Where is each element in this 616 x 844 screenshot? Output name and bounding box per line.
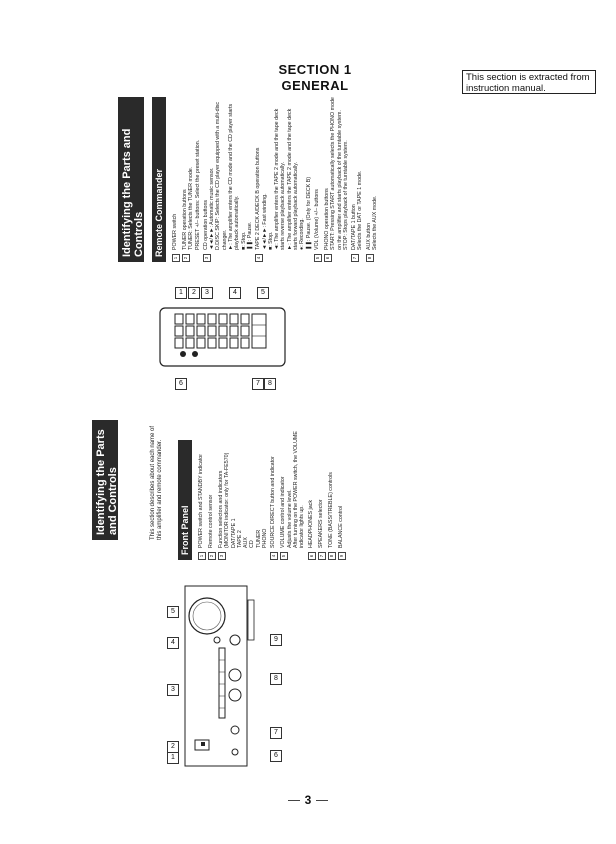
item-number: 5	[280, 552, 288, 560]
item-number: 3	[218, 552, 226, 560]
remote-callout-1: 1	[175, 287, 187, 299]
item-text: TAPE 2 DECK A/DECK B operation buttons ◄◄/►►: Fast winding. ■: Stop. ◄: The amplifier enters the TAPE 2 mode and the tape deck starts reverse playback automatically. ►: The amplifier enters the TAPE 2 mode and the tape deck starts forward playback automatically. ●: Recording. ❚❚: Pause. (Only for DECK B)	[255, 108, 312, 250]
item-text: POWER switch and STANDBY indicator	[198, 453, 204, 548]
item-text: VOL (Volume) +/– buttons	[313, 189, 320, 250]
item-text: CD operation buttons ◄◄/►►: Automatic music sensor. D.DISC SKIP: Selects the CD player equipped with a multi-disc changer. ►: The amplifier enters the CD mode and the CD player starts playback automatically. ■: Stop. ❚❚: Pause.	[202, 101, 253, 250]
list-item	[324, 97, 349, 262]
amp-callout-2: 2	[167, 741, 179, 753]
section-title: GENERAL	[281, 78, 349, 93]
remote-callout-8: 8	[264, 378, 276, 390]
item-number: 1	[198, 552, 206, 560]
list-item	[203, 97, 253, 262]
item-text: TUNER operation buttons TUNER: Selects the TUNER mode. PRESET +/– buttons: Select the preset station.	[182, 139, 201, 250]
list-item	[198, 410, 206, 560]
amp-callout-9: 9	[270, 634, 282, 646]
amp-callout-1: 1	[167, 752, 179, 764]
remote-subheading-block	[152, 97, 166, 262]
extract-note: This section is extracted from instruction manual.	[462, 70, 596, 94]
remote-callout-2: 2	[188, 287, 200, 299]
item-number: 8	[328, 552, 336, 560]
remote-callout-3: 3	[201, 287, 213, 299]
item-number: 7	[351, 254, 359, 262]
front-heading: Identifying the Parts and Controls	[92, 420, 118, 540]
headphones-jack	[232, 749, 238, 755]
item-number: 4	[270, 552, 278, 560]
volume-knob	[189, 598, 225, 634]
front-panel-heading-block	[92, 420, 118, 540]
standby-indicator	[201, 742, 205, 746]
item-text: HEADPHONES jack	[307, 500, 314, 548]
item-number: 6	[308, 552, 316, 560]
balance-knob	[230, 635, 240, 645]
remote-callout-6: 6	[175, 378, 187, 390]
item-number: 1	[172, 254, 180, 262]
amplifier-side	[248, 600, 254, 640]
remote-callout-7: 7	[252, 378, 264, 390]
list-item	[208, 410, 216, 560]
item-number: 9	[338, 552, 346, 560]
list-item	[255, 97, 312, 262]
amp-callout-8: 8	[270, 673, 282, 685]
list-item	[366, 97, 379, 262]
item-text: BALANCE control	[337, 505, 344, 548]
amp-callout-7: 7	[270, 727, 282, 739]
list-item	[338, 410, 346, 560]
item-number: 2	[182, 254, 190, 262]
list-item	[172, 97, 180, 262]
item-number: 7	[318, 552, 326, 560]
list-item	[218, 410, 268, 560]
amp-callout-6: 6	[270, 750, 282, 762]
item-text: AUX button Selects the AUX mode.	[365, 195, 379, 250]
amp-callout-4: 4	[167, 637, 179, 649]
item-number: 6	[324, 254, 332, 262]
list-item	[318, 410, 326, 560]
item-text: Function selectors and indicators (MONITOR indicator: only for TA-FE570) DAT/TAPE 1 TAPE 2 AUX CD TUNER PHONO	[218, 452, 269, 548]
tone-knob-bass	[229, 689, 241, 701]
item-text: DAT/TAPE 1 button Selects the DAT or TAPE 1 mode.	[351, 170, 364, 250]
item-text: PHONO operation buttons START: Pressing START automatically selects the PHONO mode on the amplifier and starts playback of the turntable system. STOP: Stops playback of the turntable system.	[323, 97, 349, 250]
remote-list	[172, 97, 380, 262]
section-number: SECTION 1	[278, 62, 352, 77]
remote-subheading: Remote Commander	[152, 97, 166, 262]
amp-callout-5: 5	[167, 606, 179, 618]
list-item	[270, 410, 278, 560]
list-item	[351, 97, 364, 262]
section-header	[250, 62, 380, 94]
page-number: 3	[280, 793, 336, 807]
remote-heading: Identifying the Parts and Controls	[118, 97, 144, 262]
remote-heading-block	[118, 97, 144, 262]
item-number: 3	[203, 254, 211, 262]
item-number: 8	[366, 254, 374, 262]
list-item	[328, 410, 336, 560]
item-text: POWER switch	[172, 213, 178, 250]
remote-commander-illustration	[155, 300, 295, 380]
item-text: SPEAKERS selector	[317, 499, 324, 548]
remote-callout-4: 4	[229, 287, 241, 299]
function-selector-strip	[219, 648, 225, 718]
front-subheading-block	[178, 440, 192, 560]
item-text: VOLUME control and indicator Adjusts the volume level. After turning on the POWER switch, the VOLUME indicator lights up.	[280, 431, 306, 548]
tone-knob-treble	[229, 669, 241, 681]
front-subheading: Front Panel	[178, 440, 192, 560]
item-text: TONE (BASS/TREBLE) controls	[327, 472, 334, 548]
front-intro-block	[150, 425, 164, 540]
direct-indicator	[214, 637, 220, 643]
item-number: 2	[208, 552, 216, 560]
item-text: SOURCE DIRECT button and indicator	[270, 456, 277, 548]
front-intro: This section describes about each name of this amplifier and remote commander.	[150, 425, 163, 540]
list-item	[280, 410, 305, 560]
list-item	[308, 410, 316, 560]
remote-callout-5: 5	[257, 287, 269, 299]
amp-callout-3: 3	[167, 684, 179, 696]
speakers-selector	[231, 726, 239, 734]
item-number: 5	[314, 254, 322, 262]
list-item	[314, 97, 322, 262]
list-item	[182, 97, 201, 262]
item-number: 4	[255, 254, 263, 262]
front-panel-list	[198, 410, 348, 560]
item-text: Remote control sensor	[208, 494, 214, 548]
